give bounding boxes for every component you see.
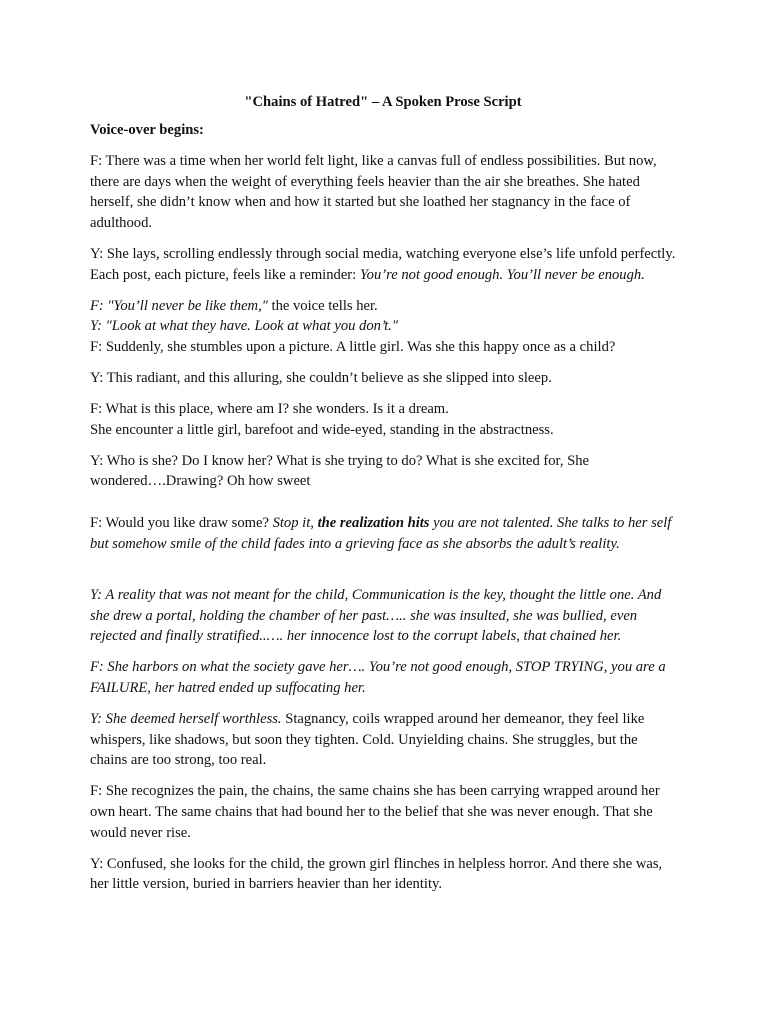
paragraph-y-6 — [90, 709, 676, 771]
paragraph-italic-text: you are not talented. She talks to her self but somehow smile of the child fades into a grieving face as she absorbs the adult’s reality. — [90, 514, 672, 552]
paragraph-italic-text: Y: She deemed herself worthless. — [90, 711, 282, 728]
paragraph-f-3: F: Suddenly, she stumbles upon a picture. A little girl. Was she this happy once as a child? — [90, 338, 616, 355]
paragraph-f-1: F: There was a time when her world felt light, like a canvas full of endless possibilities. But now, there are days when the weight of everything feels heavier than the air she breathes. She hated herself, she didn’t know when and how it started but she loathed her stagnancy in the face of adulthood. — [90, 153, 657, 231]
paragraph-bold-italic-text: the realization hits — [317, 514, 430, 531]
paragraph-f-2 — [90, 296, 676, 317]
paragraph-text: the voice tells her. — [267, 297, 378, 314]
paragraph-f-4b: She encounter a little girl, barefoot and wide-eyed, standing in the abstractness. — [90, 421, 554, 438]
paragraph-y-4: Y: Who is she? Do I know her? What is she trying to do? What is she excited for, She wondered….Drawing? Oh how sweet — [90, 452, 590, 490]
paragraph-text: Stagnancy, coils wrapped around her demeanor, they feel like whispers, like shadows, but soon they tighten. Cold. Unyielding chains. She struggles, but the chains are too strong, too real. — [90, 711, 645, 769]
document-title: "Chains of Hatred" – A Spoken Prose Script — [244, 94, 522, 110]
paragraph-y-5: Y: A reality that was not meant for the child, Communication is the key, thought the little one. And she drew a portal, holding the chamber of her past….. she was insulted, she was bullied, even rejected and finally stratified..…. her innocence lost to the corrupt labels, that chained her. — [90, 587, 662, 645]
paragraph-f-6: F: She harbors on what the society gave her…. You’re not good enough, STOP TRYING, you are a FAILURE, her hatred ended up suffocating her. — [90, 659, 666, 696]
paragraph-italic-text: F: "You’ll never be like them," — [90, 297, 268, 314]
paragraph-text: Y: She lays, scrolling endlessly through social media, watching everyone else’s life unfold perfectly. Each post, each picture, feels like a reminder: — [90, 245, 676, 283]
paragraph-y-7: Y: Confused, she looks for the child, the grown girl flinches in helpless horror. And there she was, her little version, buried in barriers heavier than her identity. — [90, 855, 663, 893]
paragraph-italic-text: Stop it, — [272, 514, 318, 531]
voiceover-heading: Voice-over begins: — [90, 122, 204, 138]
paragraph-italic-text: You’re not good enough. You’ll never be enough. — [359, 266, 645, 283]
paragraph-f-5 — [90, 513, 676, 554]
paragraph-y-3: Y: This radiant, and this alluring, she couldn’t believe as she slipped into sleep. — [90, 369, 552, 386]
paragraph-text: F: Would you like draw some? — [90, 514, 273, 531]
paragraph-y-1 — [90, 244, 676, 285]
paragraph-f-4: F: What is this place, where am I? she wonders. Is it a dream. — [90, 401, 449, 418]
paragraph-y-2: Y: "Look at what they have. Look at what you don’t." — [90, 318, 399, 335]
paragraph-f-7: F: She recognizes the pain, the chains, the same chains she has been carrying wrapped around her own heart. The same chains that had bound her to the belief that she was never enough. That she would never rise. — [90, 783, 660, 841]
